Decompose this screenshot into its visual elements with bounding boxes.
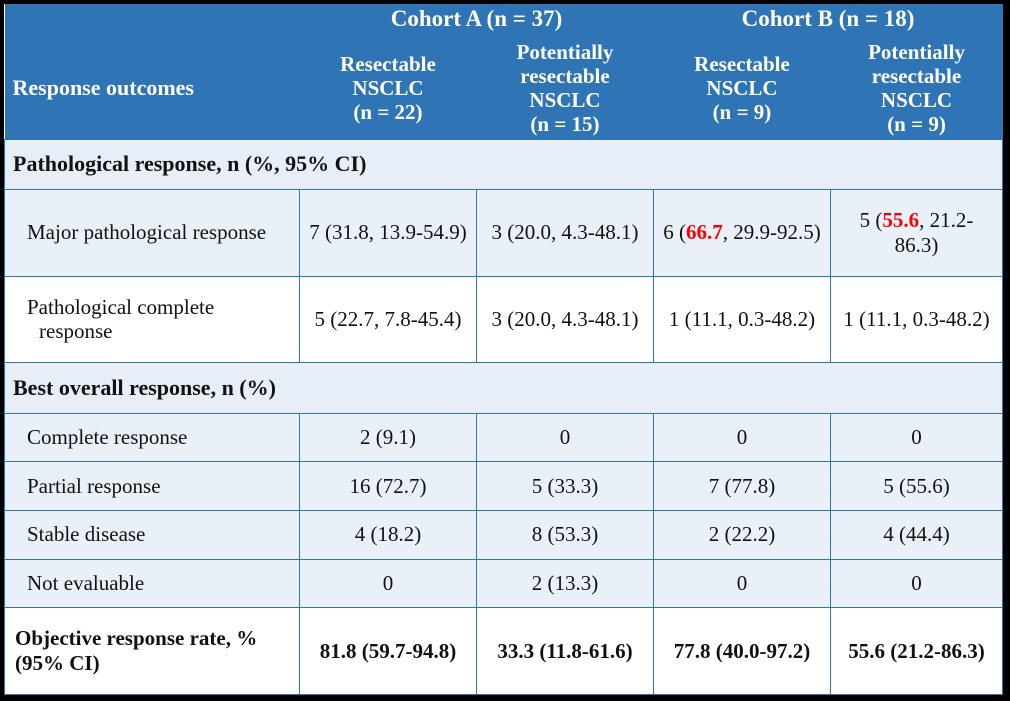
row-value: 3 (20.0, 4.3-48.1) bbox=[477, 276, 654, 363]
value-highlight: 66.7 bbox=[686, 220, 723, 245]
value-post: , 29.9-92.5) bbox=[722, 220, 821, 245]
row-value: 1 (11.1, 0.3-48.2) bbox=[831, 276, 1003, 363]
row-label: Stable disease bbox=[5, 511, 300, 560]
header-col-resectable-b-line3: (n = 9) bbox=[712, 100, 772, 125]
row-value: 81.8 (59.7-94.8) bbox=[300, 608, 477, 695]
row-label: Major pathological response bbox=[5, 190, 300, 277]
value-highlight: 55.6 bbox=[882, 208, 920, 233]
table-row-total bbox=[5, 608, 1003, 695]
header-cohort-b: Cohort B (n = 18) bbox=[654, 4, 1003, 38]
header-col-resectable-a-line3: (n = 22) bbox=[353, 100, 423, 125]
header-col-resectable-b-line2: NSCLC bbox=[706, 76, 778, 101]
table-header bbox=[5, 4, 1003, 139]
row-value: 77.8 (40.0-97.2) bbox=[654, 608, 831, 695]
header-col-potentially-b-line2: resectable bbox=[871, 64, 962, 89]
row-value: 0 bbox=[477, 413, 654, 462]
header-col-potentially-a bbox=[477, 38, 654, 139]
row-label: Complete response bbox=[5, 413, 300, 462]
row-value: 1 (11.1, 0.3-48.2) bbox=[654, 276, 831, 363]
header-col-potentially-a-line3: NSCLC bbox=[529, 88, 601, 113]
header-cohort-a: Cohort A (n = 37) bbox=[300, 4, 654, 38]
table-row bbox=[5, 462, 1003, 511]
row-value: 0 bbox=[654, 413, 831, 462]
table-row bbox=[5, 190, 1003, 277]
table-row bbox=[5, 511, 1003, 560]
header-col-resectable-a bbox=[300, 38, 477, 139]
row-value: 5 (55.6) bbox=[831, 462, 1003, 511]
row-value: 4 (18.2) bbox=[300, 511, 477, 560]
row-value: 2 (22.2) bbox=[654, 511, 831, 560]
row-value: 0 bbox=[654, 559, 831, 608]
row-label: Pathological complete response bbox=[5, 276, 300, 363]
row-value: 16 (72.7) bbox=[300, 462, 477, 511]
row-value: 0 bbox=[300, 559, 477, 608]
row-label: Partial response bbox=[5, 462, 300, 511]
row-value: 7 (77.8) bbox=[654, 462, 831, 511]
response-outcomes-table bbox=[4, 4, 1003, 695]
header-col-potentially-a-line1: Potentially bbox=[516, 40, 614, 64]
table-row bbox=[5, 276, 1003, 363]
table-body bbox=[5, 139, 1003, 694]
row-label: Not evaluable bbox=[5, 559, 300, 608]
row-value: 3 (20.0, 4.3-48.1) bbox=[477, 190, 654, 277]
header-col-potentially-b-line3: NSCLC bbox=[880, 88, 953, 113]
header-col-potentially-a-line2: resectable bbox=[520, 64, 610, 89]
header-subcolumn-row bbox=[5, 38, 1003, 139]
section-title-best-overall: Best overall response, n (%) bbox=[5, 363, 1003, 413]
row-value: 0 bbox=[831, 413, 1003, 462]
row-value-highlighted bbox=[654, 190, 831, 277]
row-value-highlighted bbox=[831, 190, 1003, 277]
row-value: 55.6 (21.2-86.3) bbox=[831, 608, 1003, 695]
header-col-potentially-a-line4: (n = 15) bbox=[530, 112, 600, 137]
header-col-potentially-b-line1: Potentially bbox=[868, 40, 965, 64]
header-response-outcomes: Response outcomes bbox=[5, 38, 300, 139]
header-col-resectable-a-line1: Resectable bbox=[340, 52, 436, 77]
row-value: 2 (9.1) bbox=[300, 413, 477, 462]
header-spacer bbox=[5, 4, 300, 38]
row-value: 7 (31.8, 13.9-54.9) bbox=[300, 190, 477, 277]
row-value: 8 (53.3) bbox=[477, 511, 654, 560]
row-value: 2 (13.3) bbox=[477, 559, 654, 608]
header-col-potentially-b-line4: (n = 9) bbox=[887, 112, 946, 137]
header-col-potentially-b bbox=[831, 38, 1003, 139]
row-value: 4 (44.4) bbox=[831, 511, 1003, 560]
table-row bbox=[5, 559, 1003, 608]
row-value: 0 bbox=[831, 559, 1003, 608]
table-row bbox=[5, 413, 1003, 462]
section-title-pathological: Pathological response, n (%, 95% CI) bbox=[5, 139, 1003, 189]
row-value: 5 (22.7, 7.8-45.4) bbox=[300, 276, 477, 363]
section-header-row bbox=[5, 363, 1003, 413]
row-label-objective-response-rate: Objective response rate, % (95% CI) bbox=[5, 608, 300, 695]
row-value: 5 (33.3) bbox=[477, 462, 654, 511]
header-col-resectable-b-line1: Resectable bbox=[694, 52, 790, 77]
value-pre: 5 ( bbox=[859, 208, 883, 233]
section-header-row bbox=[5, 139, 1003, 189]
header-col-resectable-a-line2: NSCLC bbox=[352, 76, 424, 101]
value-pre: 6 ( bbox=[663, 220, 686, 245]
value-post: , 21.2-86.3) bbox=[894, 208, 974, 257]
header-cohort-row bbox=[5, 4, 1003, 38]
header-col-resectable-b bbox=[654, 38, 831, 139]
row-value: 33.3 (11.8-61.6) bbox=[477, 608, 654, 695]
